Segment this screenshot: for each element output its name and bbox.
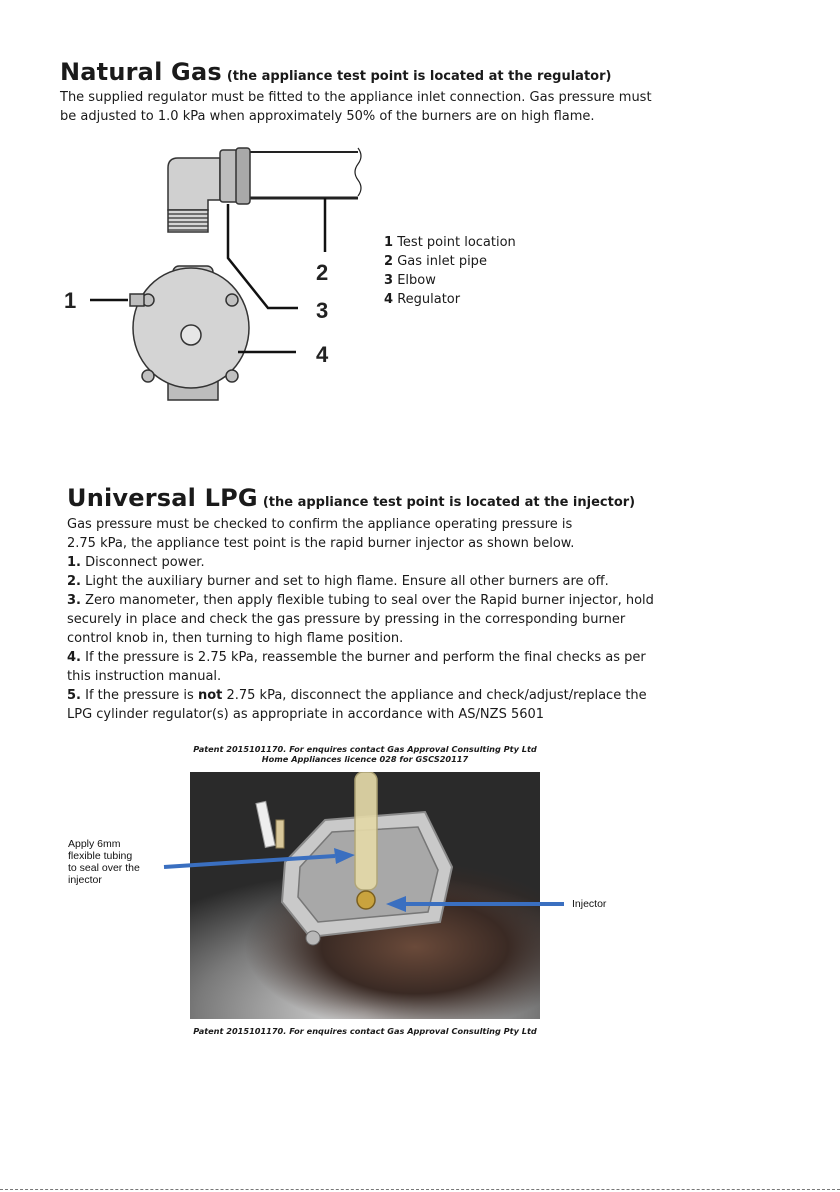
arrow-tubing: [164, 848, 355, 867]
legend-text: Regulator: [397, 292, 461, 307]
step-3: [67, 591, 767, 610]
step-text: Disconnect power.: [85, 555, 205, 570]
regulator: [130, 266, 249, 400]
legend-number: 1: [384, 235, 394, 250]
tubing-label: [68, 838, 140, 886]
lpg-instructions: [67, 515, 767, 724]
paragraph-line: be adjusted to 1.0 kPa when approximately 50% of the burners are on high flame.: [60, 109, 595, 124]
injector-label: Injector: [572, 898, 607, 910]
licence-line: Home Appliances licence 028 for GSCS20117: [261, 754, 469, 764]
step-number: 5.: [67, 688, 81, 703]
callout-number: 1: [64, 288, 77, 313]
step-text: 2.75 kPa, disconnect the appliance and check/adjust/replace the: [222, 688, 647, 703]
step-text: Zero manometer, then apply flexible tubing to seal over the Rapid burner injector, hold: [85, 593, 654, 608]
natural-gas-paragraph: [60, 88, 780, 126]
legend-item: [384, 233, 516, 252]
legend-item: [384, 271, 516, 290]
patent-line: Patent 2015101170. For enquires contact Gas Approval Consulting Pty Ltd: [193, 744, 537, 754]
step-number: 4.: [67, 650, 81, 665]
step-number: 2.: [67, 574, 81, 589]
step-2: [67, 572, 767, 591]
intro-line: 2.75 kPa, the appliance test point is the rapid burner injector as shown below.: [67, 536, 575, 551]
intro-line: Gas pressure must be checked to confirm the appliance operating pressure is: [67, 517, 573, 532]
paragraph-line: The supplied regulator must be fitted to the appliance inlet connection. Gas pressure must: [60, 90, 652, 105]
legend-text: Elbow: [397, 273, 436, 288]
legend-number: 3: [384, 273, 394, 288]
tubing-label-line: Apply 6mm: [68, 838, 121, 850]
step-number: 1.: [67, 555, 81, 570]
step-text: Light the auxiliary burner and set to high flame. Ensure all other burners are off.: [85, 574, 609, 589]
legend-item: [384, 290, 516, 309]
patent-notice-top: [170, 744, 560, 764]
photo-arrows: [150, 840, 570, 920]
step-text: If the pressure is 2.75 kPa, reassemble the burner and perform the final checks as per: [85, 650, 646, 665]
gas-inlet-pipe: [245, 148, 361, 198]
tubing-label-line: to seal over the: [68, 862, 140, 874]
callout-number: 3: [316, 298, 329, 323]
natural-gas-heading: [60, 58, 611, 86]
legend-number: 2: [384, 254, 394, 269]
lpg-heading: [67, 484, 635, 512]
step-5: [67, 686, 767, 705]
legend-text: Test point location: [397, 235, 516, 250]
lpg-subtitle: (the appliance test point is located at the injector): [262, 495, 636, 510]
page-bottom-rule: [0, 1189, 840, 1190]
step-text-continued: this instruction manual.: [67, 669, 222, 684]
arrow-injector: [386, 896, 564, 912]
step-text: If the pressure is: [85, 688, 198, 703]
callout-number: 2: [316, 260, 329, 285]
callout-number: 4: [316, 342, 329, 367]
step-4: [67, 648, 767, 667]
diagram-legend: [384, 233, 516, 309]
natural-gas-subtitle: (the appliance test point is located at the regulator): [226, 69, 612, 84]
step-text-continued: securely in place and check the gas pressure by pressing in the corresponding burner: [67, 612, 626, 627]
legend-number: 4: [384, 292, 394, 307]
regulator-diagram: [60, 140, 380, 402]
tubing-label-line: flexible tubing: [68, 850, 133, 862]
step-text-continued: LPG cylinder regulator(s) as appropriate in accordance with AS/NZS 5601: [67, 707, 545, 722]
legend-item: [384, 252, 516, 271]
patent-notice-bottom: Patent 2015101170. For enquires contact Gas Approval Consulting Pty Ltd: [193, 1026, 537, 1036]
lpg-title: Universal LPG: [67, 484, 258, 512]
emphasis-not: not: [197, 688, 223, 703]
step-text-continued: control knob in, then turning to high flame position.: [67, 631, 404, 646]
natural-gas-title: Natural Gas: [60, 58, 222, 86]
elbow: [168, 148, 250, 232]
tubing-label-line: injector: [68, 874, 102, 886]
step-number: 3.: [67, 593, 81, 608]
step-1: [67, 553, 767, 572]
legend-text: Gas inlet pipe: [397, 254, 487, 269]
